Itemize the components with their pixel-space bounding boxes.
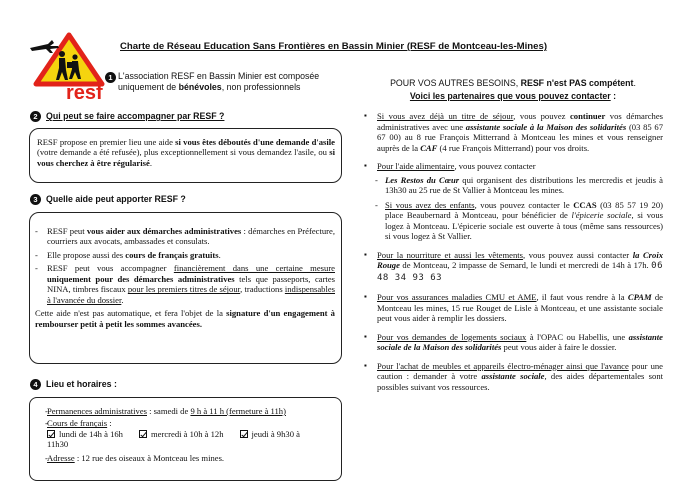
section-2-text: RESF propose en premier lieu une aide si vous êtes déboutés d'une demande d'asile (votre demande a été refusée), plus exceptionnellement si vous demandez l'asile, ou si vous cherchez à être régularisé. [37,137,335,168]
resf-logo [28,32,110,102]
section-3-list [33,226,335,305]
partner-item-meubles: ▪ Pour l'achat de meubles et appareils électro-ménager ainsi que l'avance pour une caution : demander à votre assistante sociale, des aides départementales sont possibles suivant vos ressources. [363,361,663,392]
section-number-3: 3 [30,194,41,205]
section-3-heading [30,194,186,205]
slot-mercredi: mercredi à 10h à 12h [139,429,224,439]
schedule-slots [33,429,338,439]
section-number-4: 4 [30,379,41,390]
partner-item-titre-sejour: ▪ Si vous avez déjà un titre de séjour, vous pouvez continuer vos démarches administratives avec une assistante sociale à la Maison des solidarités (03 85 67 67 00) au 8 rue François Mitterrand à Montceau les mines et vous renseigner auprès de la CAF (4 rue François Mitterrand) pour vos droits. [363,111,663,153]
schedule-adresse: - Adresse : 12 rue des oiseaux à Montceau les mines. [33,453,338,463]
partner-item-logement: ▪ Pour vos demandes de logements sociaux à l'OPAC ou Habellis, une assistante sociale de la Maison des solidarités peut vous aider à faire le dossier. [363,332,663,353]
checkbox-icon [139,430,147,438]
partner-item-alimentaire: ▪ Pour l'aide alimentaire, vous pouvez contacter [363,161,663,171]
checkbox-icon [240,430,248,438]
list-item: - RESF peut vous accompagner financièrement dans une certaine mesure uniquement pour des démarches administratives tels que passeports, cartes NINA, timbres fiscaux pour les premiers titres de séjour, traductions indispensables à l'avancée du dossier. [33,263,335,305]
section-4-heading [30,379,117,390]
section-2-title: Qui peut se faire accompagner par RESF ? [46,111,225,122]
schedule-permanences: - Permanences administratives : samedi de 9 h à 11 h (fermeture à 11h) [33,406,338,416]
schedule-cours: - Cours de français : [33,418,338,428]
partner-sub-restos: - Les Restos du Cœur qui organisent des distributions les mercredis et jeudis à 13h30 au 25 rue de St Vallier à Montceau les mines. [363,175,663,196]
right-column [363,78,663,392]
list-item: - Elle propose aussi des cours de français gratuits. [33,250,335,260]
section-2-heading [30,111,224,122]
right-heading-2: Voici les partenaires que vous pouvez contacter : [409,90,617,101]
right-heading-1: POUR VOS AUTRES BESOINS, RESF n'est PAS compétent. [390,78,636,88]
checkbox-icon [47,430,55,438]
slot-jeudi-cont: 11h30 [47,439,69,450]
resf-logo-graphic [28,32,110,102]
intro-text-end: , non professionnels [221,82,301,93]
section-4-title: Lieu et horaires : [46,379,117,390]
svg-text:resf: resf [66,82,103,102]
handwritten-phone: 06 48 34 93 63 [377,261,663,284]
partner-item-croix-rouge: ▪ Pour la nourriture et aussi les vêtements, vous pouvez aussi contacter la Croix Rouge de Montceau, 2 impasse de Semard, le lundi et mercredi de 14h à 17h. 06 48 34 93 63 [363,250,663,284]
section-number-2: 2 [30,111,41,122]
section-3-text [33,226,335,329]
partner-sub-ccas: - Si vous avez des enfants, vous pouvez contacter le CCAS (03 85 57 19 20) place Beaubernard à Montceau, pour bénéficier de l'épicerie sociale, si vous logez à Montceau. L'épicerie sociale est ouverte à tous (même sans ressources) si vous logez à St Vallier. [363,200,663,242]
section-4-text [33,406,338,463]
section-3-closing: Cette aide n'est pas automatique, et fera l'objet de la signature d'un engagement à rembourser petit à petit les sommes avancées. [35,308,335,329]
partner-item-cpam: ▪ Pour vos assurances maladies CMU et AME, il faut vous rendre à la CPAM de Montceau les mines, 15 rue Rouget de Lisle à Montceau, et une assistante sociale peut vous aider à remplir les dossiers. [363,292,663,323]
page-title: Charte de Réseau Education Sans Frontières en Bassin Minier (RESF de Montceau-les-Mines) [120,41,548,52]
intro-block [108,71,348,94]
slot-jeudi: jeudi à 9h30 à [240,429,300,439]
slot-lundi: lundi de 14h à 16h [47,429,123,439]
intro-text: L'association RESF en Bassin Minier est composée uniquement de [118,71,320,93]
list-item: - RESF peut vous aider aux démarches administratives : démarches en Préfecture, courriers aux avocats, ambassades et consulats. [33,226,335,247]
section-number-1: 1 [105,72,116,83]
intro-bold: bénévoles [178,82,222,93]
section-3-title: Quelle aide peut apporter RESF ? [46,194,186,205]
